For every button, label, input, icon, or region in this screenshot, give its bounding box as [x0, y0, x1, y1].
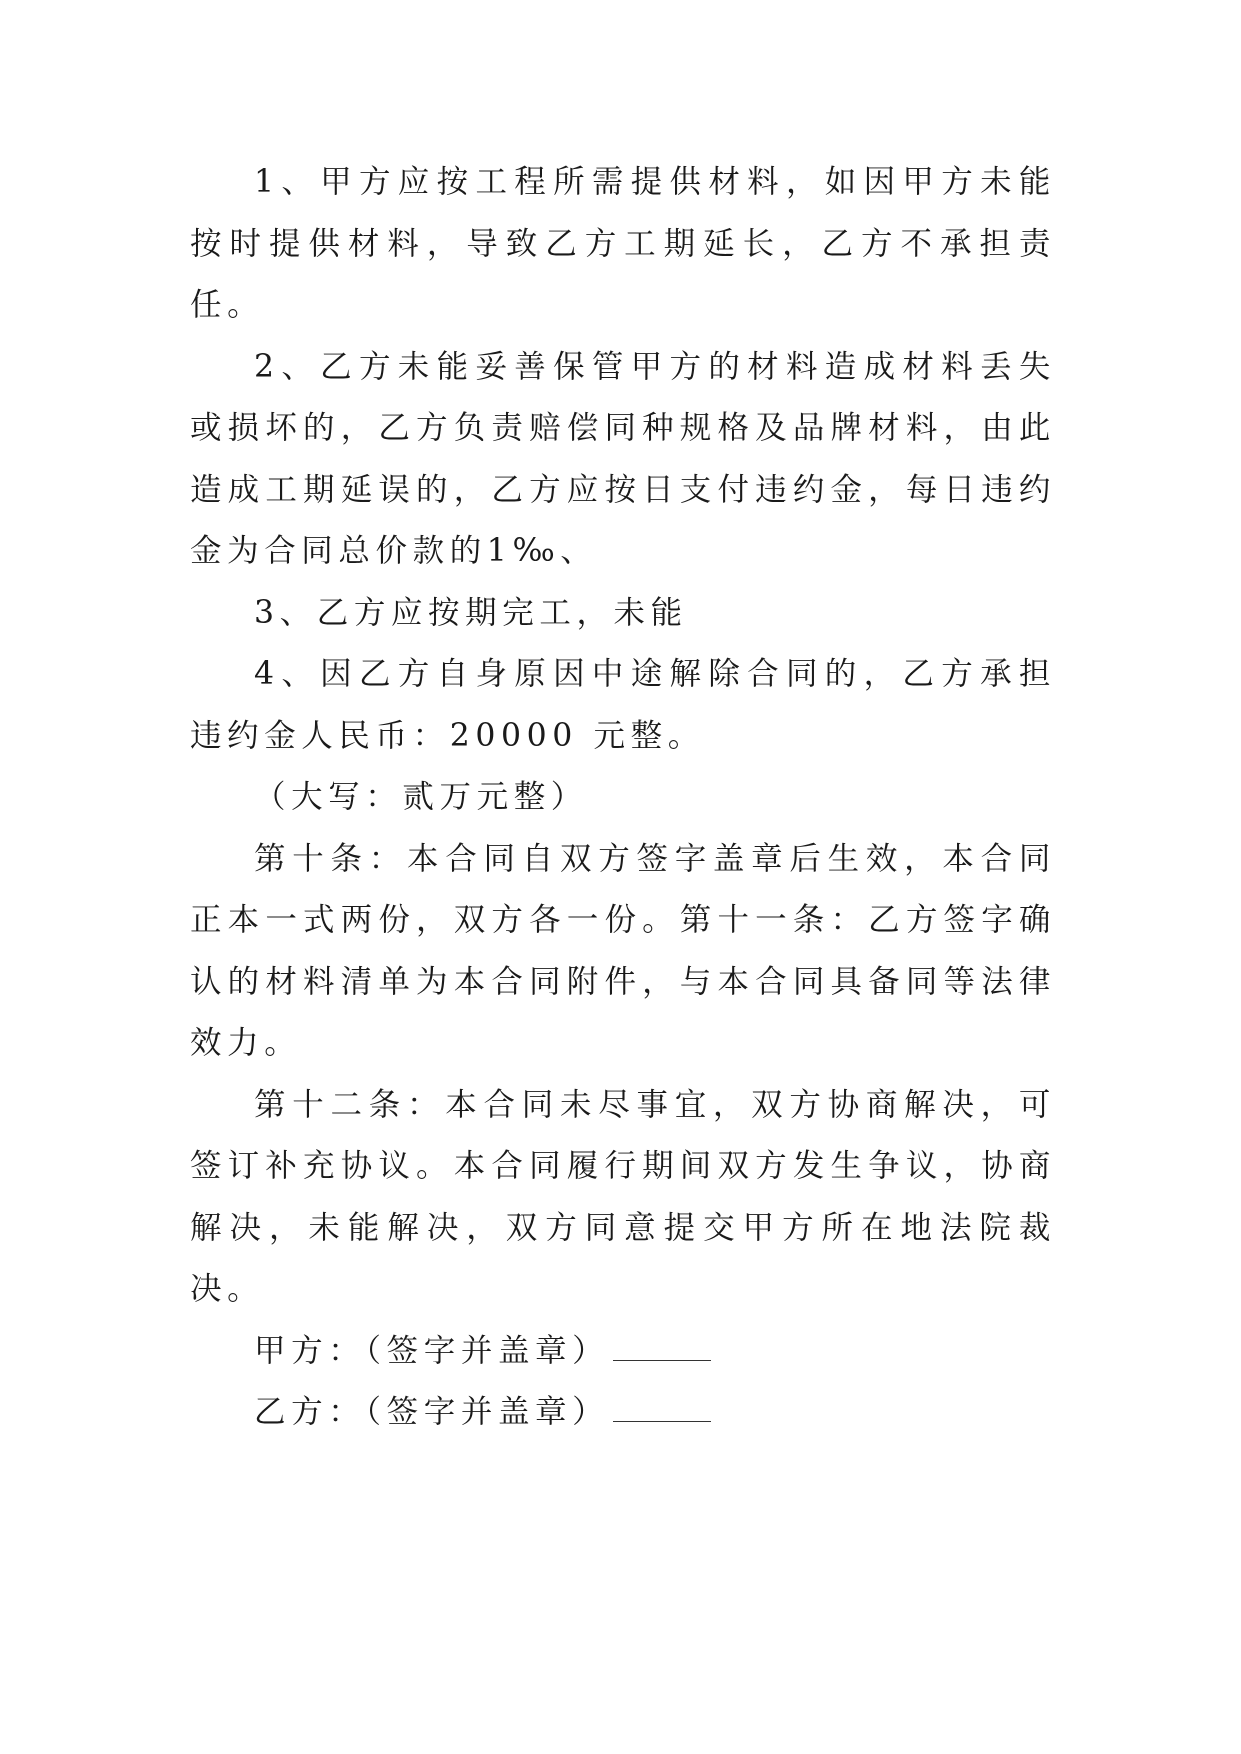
article-12: 第十二条：本合同未尽事宜，双方协商解决，可签订补充协议。本合同履行期间双方发生争议，协商解决，未能解决，双方同意提交甲方所在地法院裁决。	[190, 1086, 1056, 1307]
party-b-signature-label: 乙方：（签字并盖章）	[254, 1394, 610, 1430]
clause-4: 4、因乙方自身原因中途解除合同的，乙方承担违约金人民币：20000 元整。	[190, 656, 1056, 754]
party-a-signature-label: 甲方：（签字并盖章）	[254, 1332, 610, 1369]
party-a-signature-line	[190, 1321, 1056, 1383]
party-a-signature-blank	[613, 1359, 711, 1361]
clause-1: 1、甲方应按工程所需提供材料，如因甲方未能按时提供材料，导致乙方工期延长，乙方不承担责任。	[190, 164, 1056, 323]
article-10-11: 第十条：本合同自双方签字盖章后生效，本合同正本一式两份，双方各一份。第十一条：乙方签字确认的材料清单为本合同附件，与本合同具备同等法律效力。	[190, 840, 1056, 1061]
clause-4-amount-in-words: （大写：贰万元整）	[254, 779, 588, 815]
party-b-signature-blank	[613, 1420, 711, 1422]
party-b-signature-line	[190, 1382, 1056, 1444]
document-page	[190, 152, 1056, 1444]
clause-3: 3、乙方应按期完工，未能	[254, 594, 688, 631]
clause-2: 2、乙方未能妥善保管甲方的材料造成材料丢失或损坏的，乙方负责赔偿同种规格及品牌材料，由此造成工期延误的，乙方应按日支付违约金，每日违约金为合同总价款的1‰、	[190, 348, 1056, 569]
